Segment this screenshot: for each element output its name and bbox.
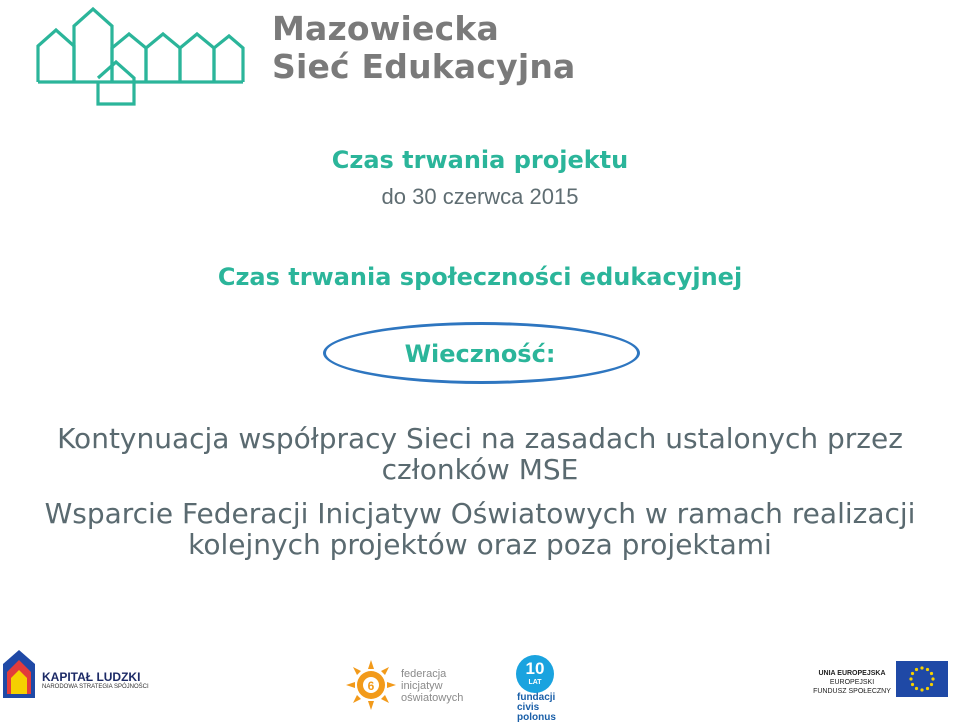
logo-wordmark <box>272 10 576 86</box>
kl-subtitle: NARODOWA STRATEGIA SPÓJNOŚCI <box>42 684 149 690</box>
fio-wordmark <box>401 668 463 704</box>
body-line-2: członków MSE <box>381 453 579 486</box>
body-line-1: Kontynuacja współpracy Sieci na zasadach ustalonych przez <box>57 422 903 455</box>
fcp-line2: civis <box>517 702 540 713</box>
body-line-3: Wsparcie Federacji Inicjatyw Oświatowych w ramach realizacji <box>44 497 916 530</box>
project-end-date: do 30 czerwca 2015 <box>381 184 579 209</box>
eu-flag-icon <box>896 661 948 697</box>
fcp-line1: fundacji <box>517 692 556 703</box>
heading-project-duration: Czas trwania projektu <box>331 146 629 174</box>
kapital-ludzki-emblem-icon <box>3 650 35 698</box>
heading-community-duration: Czas trwania społeczności edukacyjnej <box>217 263 743 291</box>
eu-line3: FUNDUSZ SPOŁECZNY <box>813 688 891 695</box>
fcp-line3: polonus <box>517 712 556 723</box>
svg-text:6: 6 <box>367 679 375 693</box>
logo-line1: Mazowiecka <box>272 9 499 48</box>
mse-houses-logo-icon <box>30 4 245 108</box>
eu-text <box>812 669 892 696</box>
fcp-badge <box>516 655 554 693</box>
eu-line1: UNIA EUROPEJSKA <box>818 670 886 677</box>
kl-title: KAPITAŁ LUDZKI <box>42 670 141 684</box>
fcp-badge-lat: LAT <box>528 679 542 686</box>
fio-line1: federacja <box>401 668 447 680</box>
eu-line2: EUROPEJSKI <box>829 679 875 686</box>
fio-line3: oświatowych <box>401 692 464 704</box>
body-line-4: kolejnych projektów oraz poza projektami <box>188 528 772 561</box>
logo-line2: Sieć Edukacyjna <box>272 47 576 86</box>
fio-sun-logo-icon <box>346 660 396 710</box>
fcp-badge-number: 10 <box>525 659 545 678</box>
fcp-wordmark <box>517 693 556 723</box>
fio-line2: inicjatyw <box>401 680 443 692</box>
highlight-eternity: Wieczność: <box>404 340 556 368</box>
